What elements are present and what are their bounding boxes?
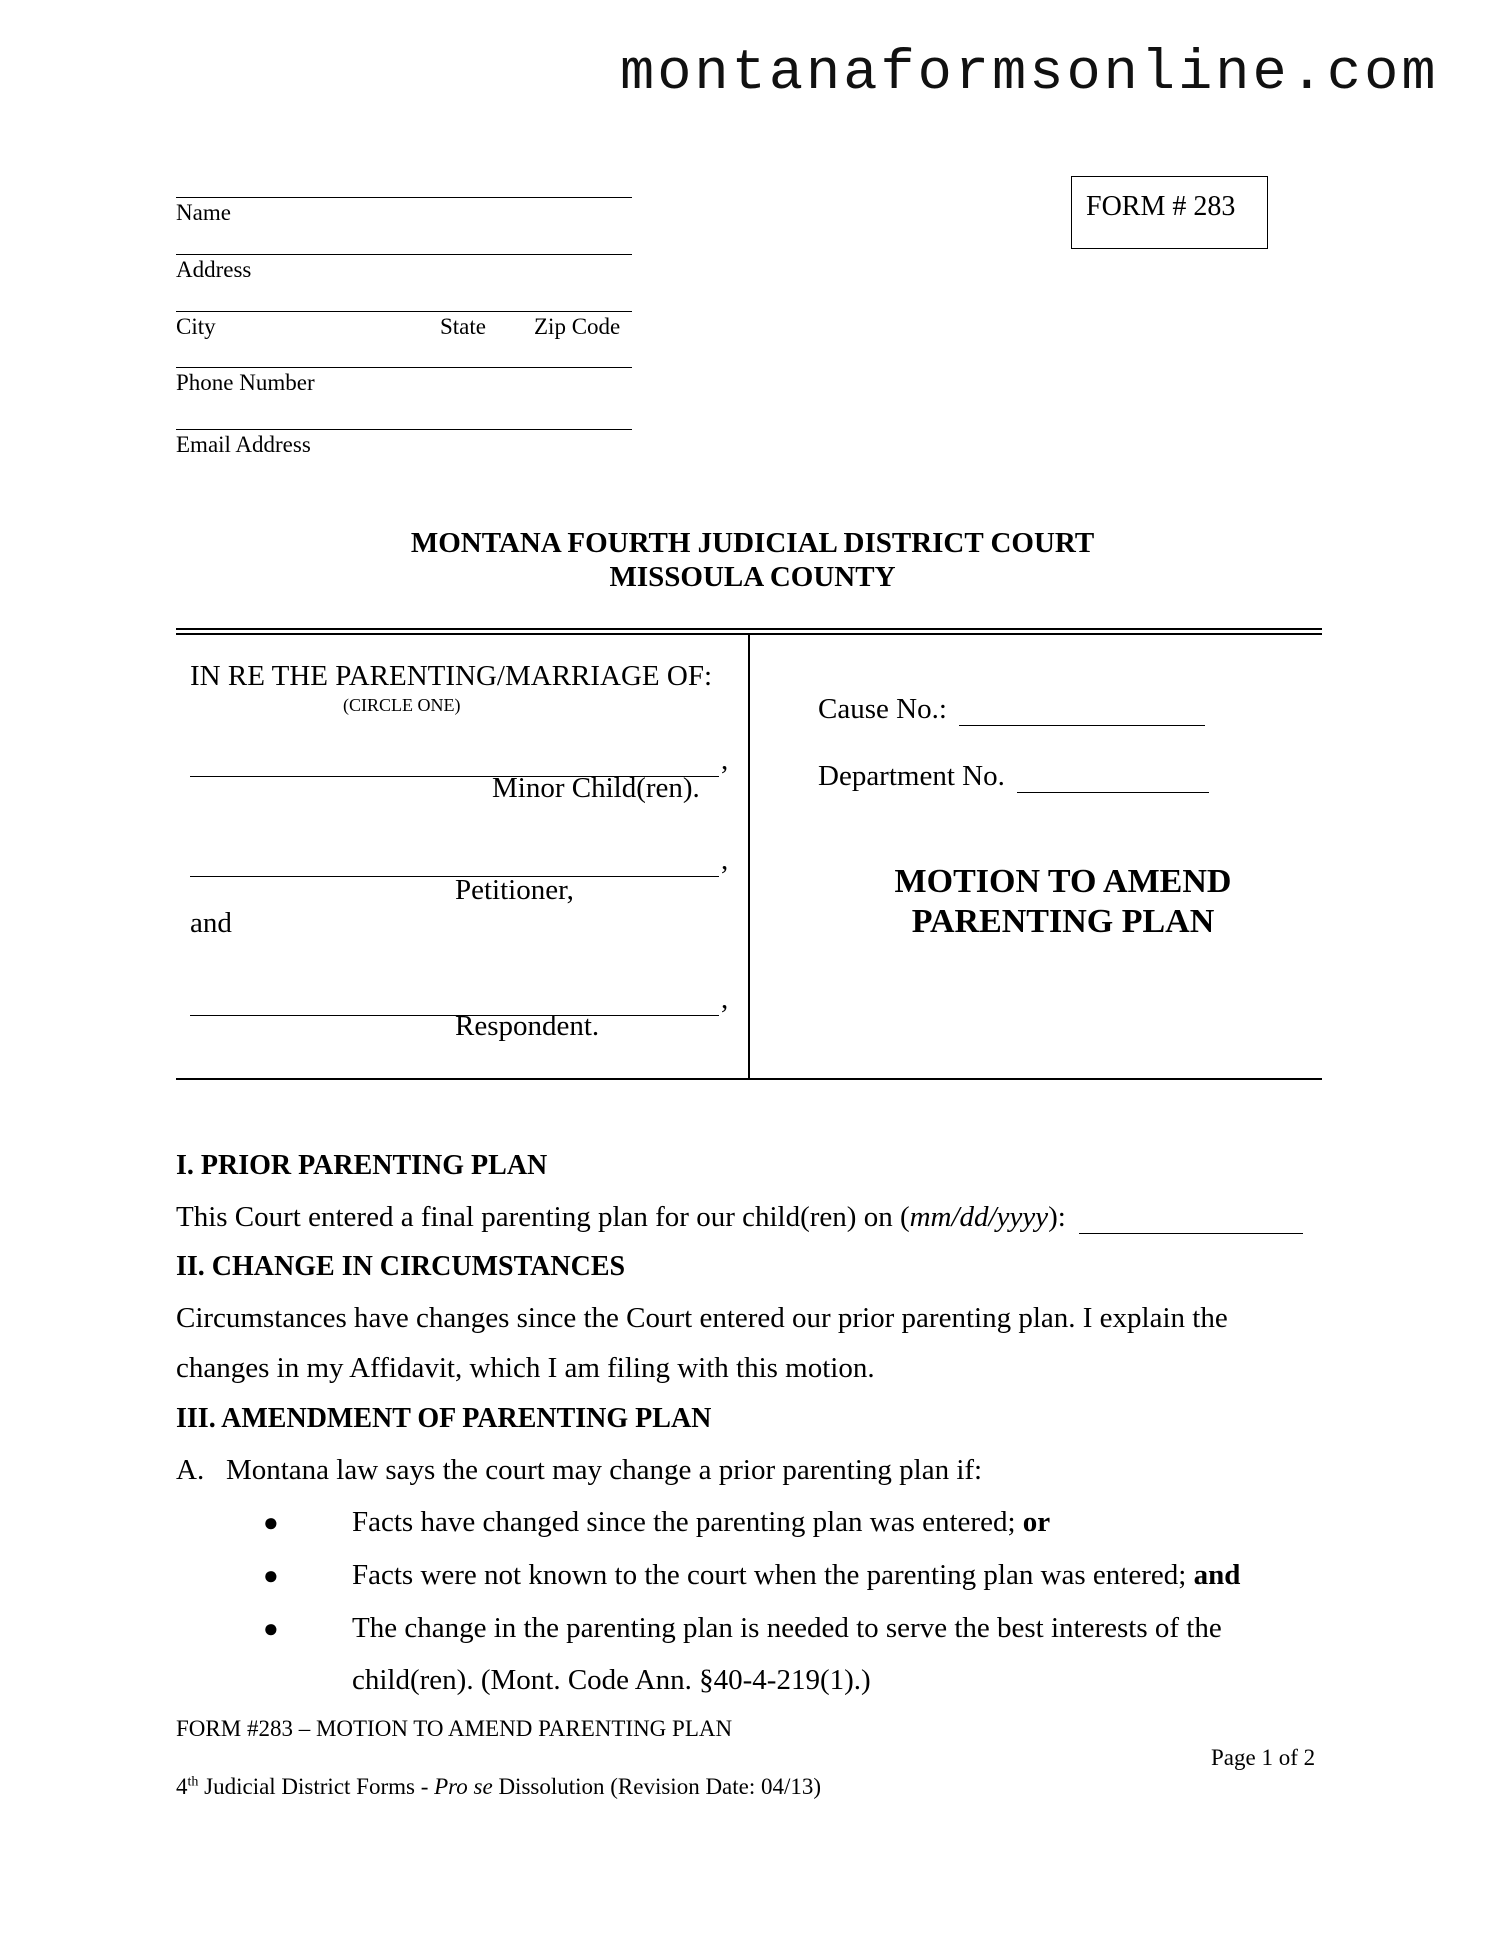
address-label: Address — [176, 257, 252, 282]
watermark-text: montanaformsonline.com — [620, 42, 1439, 106]
document-title-line2: PARENTING PLAN — [911, 903, 1215, 940]
minor-children-field[interactable]: , — [190, 744, 728, 777]
section-3-item-a: A. Montana law says the court may change a prior parenting plan if: — [176, 1454, 983, 1486]
petitioner-field[interactable]: , — [190, 844, 728, 877]
email-label: Email Address — [176, 432, 311, 457]
cause-number-field[interactable] — [818, 693, 1205, 726]
section-2-heading: II. CHANGE IN CIRCUMSTANCES — [176, 1251, 626, 1282]
name-line[interactable] — [176, 197, 632, 198]
footer-form-title: FORM #283 – MOTION TO AMEND PARENTING PLAN — [176, 1716, 733, 1741]
petitioner-label: Petitioner, — [455, 874, 574, 906]
court-name: MONTANA FOURTH JUDICIAL DISTRICT COURT — [410, 527, 1095, 559]
bullet-2-text: Facts were not known to the court when the parenting plan was entered; and — [352, 1559, 1241, 1591]
caption-top-rule — [176, 628, 1322, 630]
zip-label: Zip Code — [534, 314, 621, 339]
section-2-line1: Circumstances have changes since the Court entered our prior parenting plan. I explain the — [176, 1302, 1228, 1334]
section-1-text: This Court entered a final parenting plan for our child(ren) on (mm/dd/yyyy): — [176, 1201, 1303, 1234]
prior-plan-date-field[interactable] — [1079, 1207, 1303, 1234]
bullet-icon: ● — [263, 1561, 279, 1590]
bullet-icon: ● — [263, 1508, 279, 1537]
city-state-zip-line[interactable] — [176, 311, 632, 312]
section-3-heading: III. AMENDMENT OF PARENTING PLAN — [176, 1403, 712, 1434]
respondent-label: Respondent. — [455, 1010, 600, 1042]
minor-children-label: Minor Child(ren). — [492, 772, 700, 804]
bullet-icon: ● — [263, 1614, 279, 1643]
section-2-line2: changes in my Affidavit, which I am filing with this motion. — [176, 1352, 875, 1384]
form-number-box: FORM # 283 — [1071, 176, 1268, 249]
name-label: Name — [176, 200, 231, 225]
state-label: State — [440, 314, 486, 339]
respondent-field[interactable]: , — [190, 983, 728, 1016]
department-number-field[interactable] — [818, 760, 1209, 793]
and-label: and — [190, 907, 232, 939]
email-line[interactable] — [176, 429, 632, 430]
city-label: City — [176, 314, 216, 339]
bullet-1-text: Facts have changed since the parenting plan was entered; or — [352, 1506, 1051, 1538]
caption-bottom-rule — [176, 1078, 1322, 1080]
court-county: MISSOULA COUNTY — [609, 561, 896, 593]
document-title-line1: MOTION TO AMEND — [894, 863, 1232, 900]
in-re-heading: IN RE THE PARENTING/MARRIAGE OF: — [190, 660, 713, 692]
cause-number-label: Cause No.: — [818, 693, 947, 725]
bullet-3-line2: child(ren). (Mont. Code Ann. §40-4-219(1).) — [352, 1664, 871, 1696]
phone-label: Phone Number — [176, 370, 315, 395]
document-title — [748, 862, 1378, 942]
footer-page-number: Page 1 of 2 — [1211, 1745, 1316, 1770]
circle-one-note: (CIRCLE ONE) — [343, 695, 461, 715]
section-1-heading: I. PRIOR PARENTING PLAN — [176, 1150, 548, 1181]
caption-divider — [748, 633, 750, 1080]
phone-line[interactable] — [176, 367, 632, 368]
address-line[interactable] — [176, 254, 632, 255]
footer-district: 4th Judicial District Forms - Pro se Dissolution (Revision Date: 04/13) — [176, 1774, 822, 1799]
bullet-3-line1: The change in the parenting plan is needed to serve the best interests of the — [352, 1612, 1222, 1644]
department-number-label: Department No. — [818, 760, 1005, 792]
